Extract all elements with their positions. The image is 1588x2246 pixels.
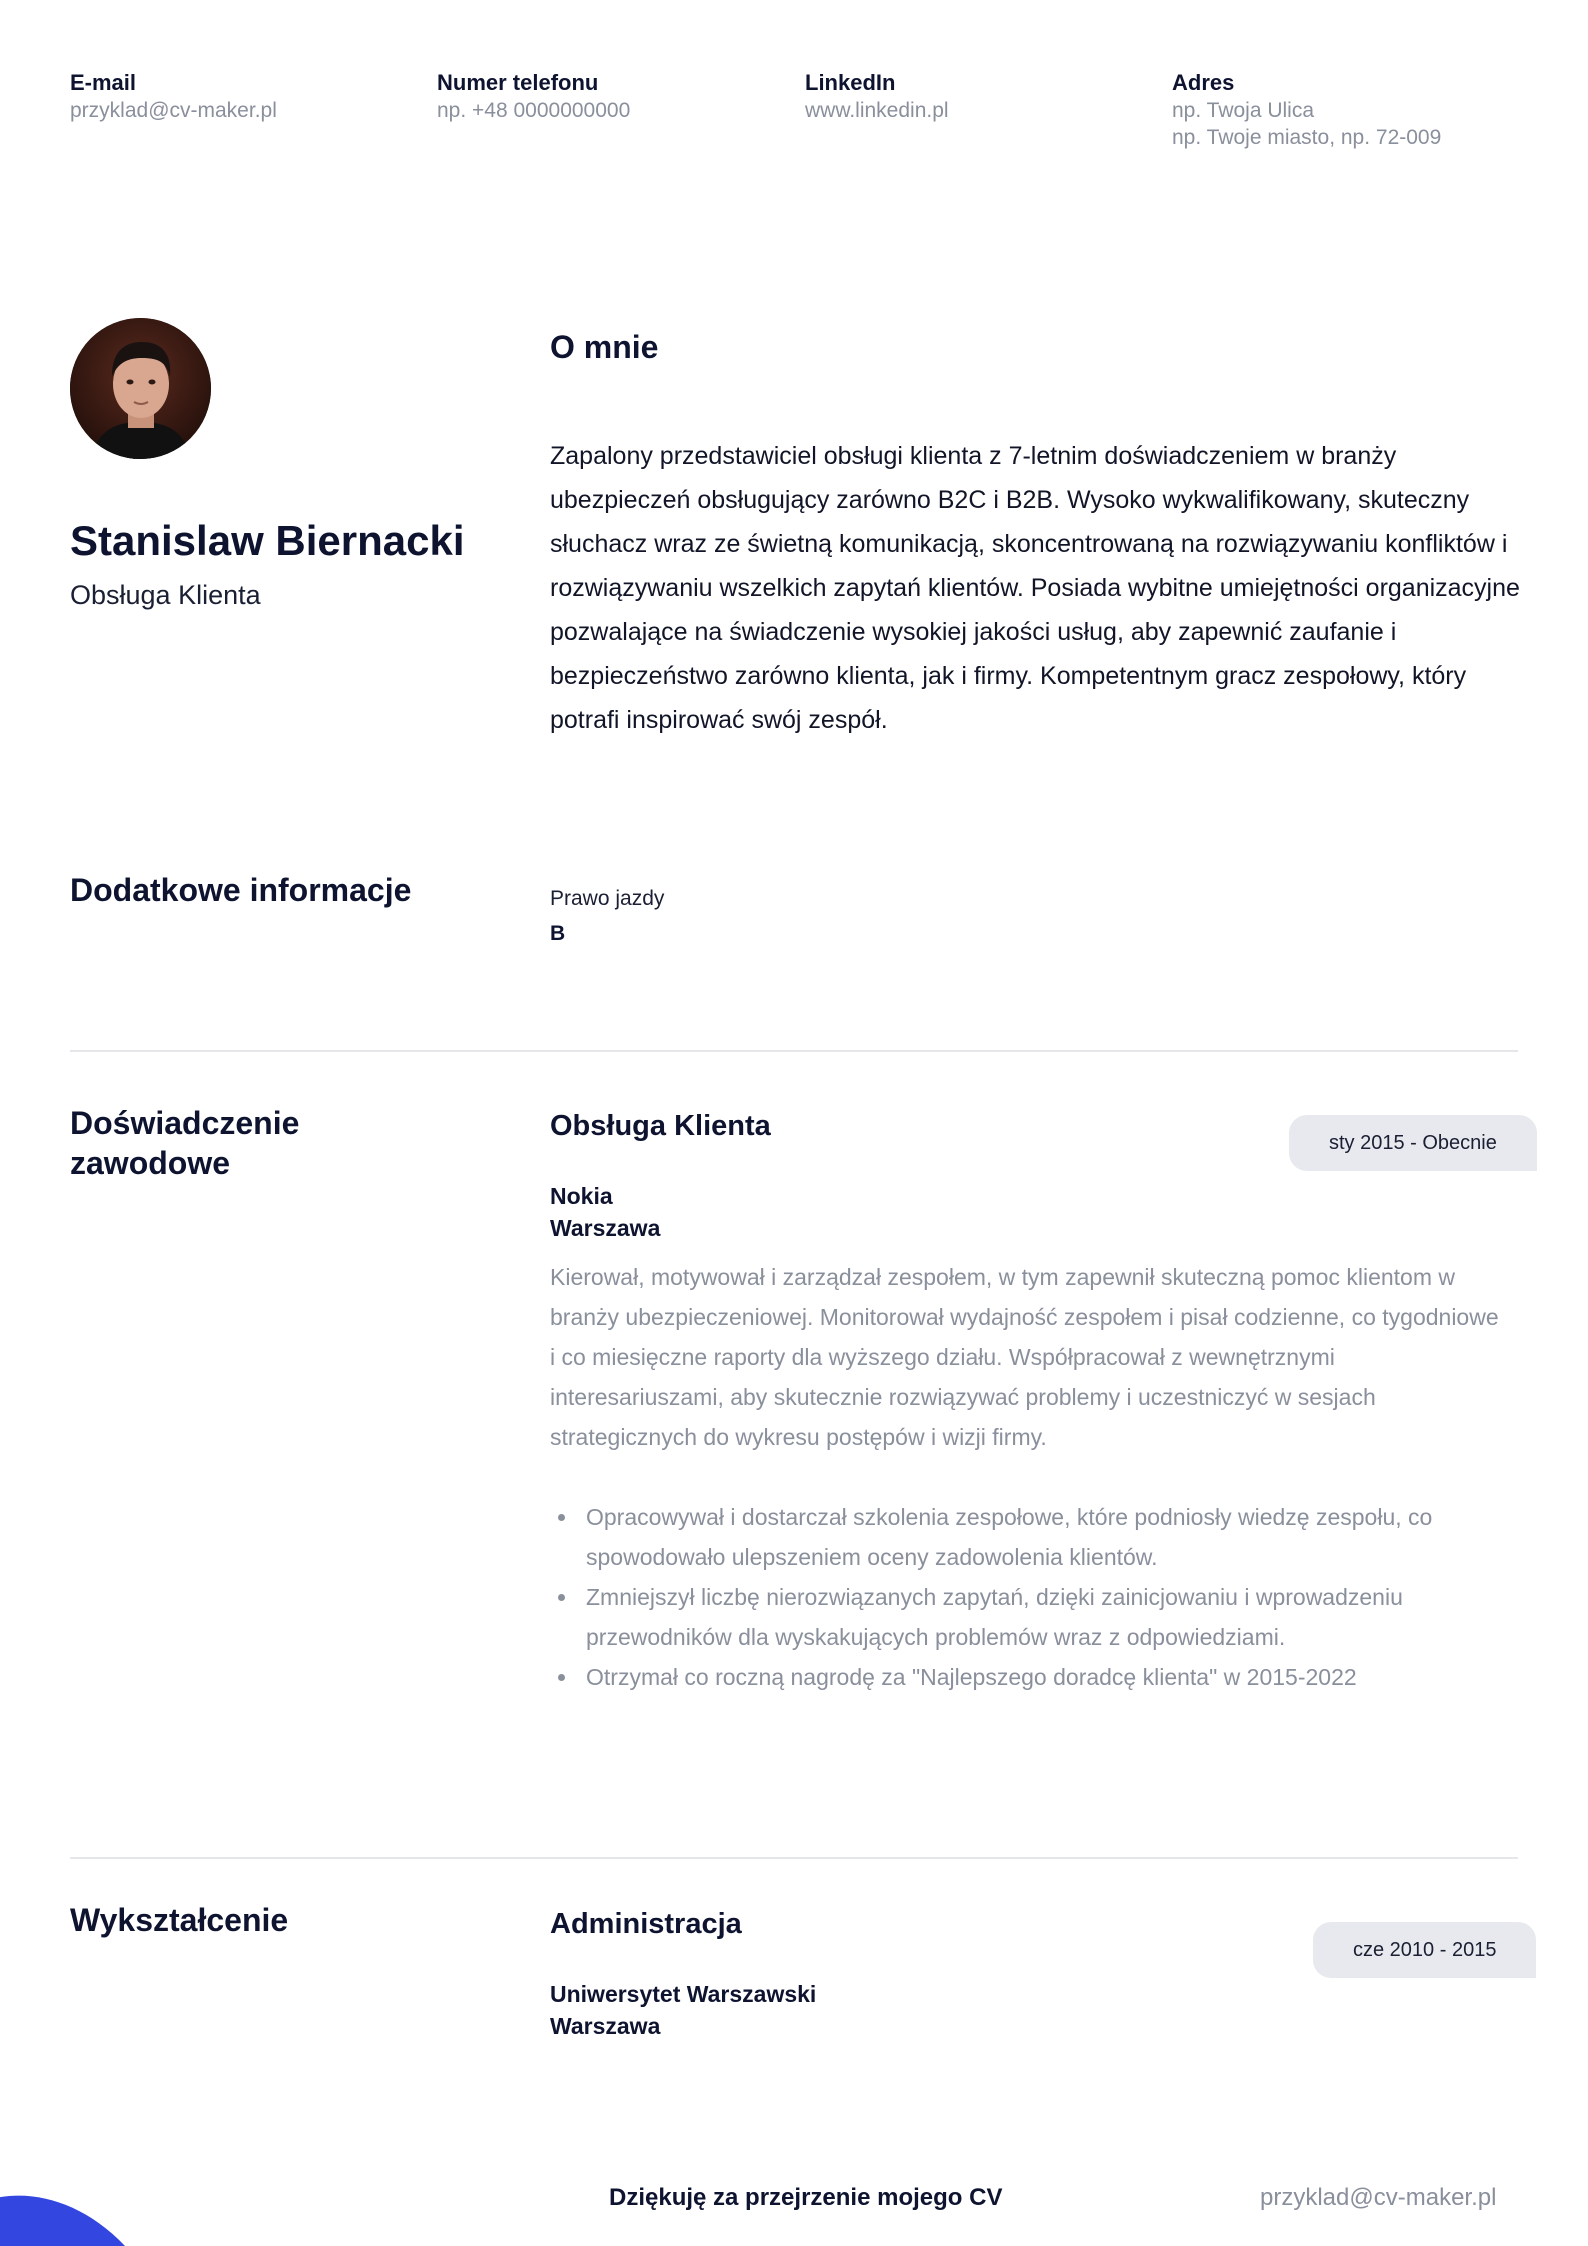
footer-thanks: Dziękuję za przejrzenie mojego CV [609, 2184, 1003, 2211]
contact-header [70, 69, 1518, 159]
contact-linkedin [805, 69, 949, 124]
list-item: Zmniejszył liczbę nierozwiązanych zapytań, dzięki zainicjowaniu i wprowadzeniu przewodników dla wyskakujących problemów wraz z odpowiedziami. [550, 1577, 1500, 1657]
footer-email[interactable]: przyklad@cv-maker.pl [1260, 2184, 1497, 2211]
contact-linkedin-value[interactable]: www.linkedin.pl [805, 99, 949, 122]
driving-license-value: B [550, 922, 566, 945]
contact-label: LinkedIn [805, 70, 896, 95]
section-divider [70, 1050, 1518, 1052]
contact-phone [437, 69, 630, 124]
section-divider [70, 1857, 1518, 1859]
contact-label: Numer telefonu [437, 70, 599, 95]
list-item: Otrzymał co roczną nagrodę za "Najlepszego doradcę klienta" w 2015-2022 [550, 1657, 1500, 1697]
education-heading: Wykształcenie [70, 1902, 289, 1938]
contact-address [1172, 69, 1441, 151]
contact-label: E-mail [70, 70, 137, 95]
experience-heading: Doświadczenie zawodowe [70, 1105, 300, 1181]
education-date-badge: cze 2010 - 2015 [1313, 1922, 1536, 1978]
profile-photo-icon [70, 318, 211, 459]
contact-address-line: np. Twoje miasto, np. 72-009 [1172, 126, 1442, 149]
degree-title: Administracja [550, 1908, 742, 1940]
achievement-list [550, 1497, 1500, 1697]
contact-label: Adres [1172, 70, 1235, 95]
candidate-name: Stanislaw Biernacki [70, 517, 465, 564]
decorative-blob-icon [0, 2184, 170, 2246]
driving-license-label: Prawo jazdy [550, 887, 665, 910]
school-city: Warszawa [550, 2013, 661, 2039]
contact-address-line: np. Twoja Ulica [1172, 99, 1315, 122]
contact-email [70, 69, 277, 124]
contact-email-value[interactable]: przyklad@cv-maker.pl [70, 99, 277, 122]
job-title: Obsługa Klienta [550, 1110, 771, 1142]
avatar [70, 318, 211, 459]
about-heading: O mnie [550, 329, 659, 365]
company-city: Warszawa [550, 1215, 661, 1241]
job-description: Kierował, motywował i zarządzał zespołem, w tym zapewnił skuteczną pomoc klientom w branży ubezpieczeniowej. Monitorował wydajność zespołem i pisał codzienne, co tygodniowe i co miesięczne raporty dla wyższego działu. Współpracował z wewnętrznymi interesariuszami, aby skutecznie rozwiązywać problemy i uczestniczyć w sesjach strategicznych do wykresu postępów i wizji firmy. [550, 1264, 1499, 1450]
candidate-role: Obsługa Klienta [70, 580, 261, 610]
company-name: Nokia [550, 1183, 613, 1209]
school-name: Uniwersytet Warszawski [550, 1981, 817, 2007]
extra-info-heading: Dodatkowe informacje [70, 872, 412, 908]
contact-phone-value: np. +48 0000000000 [437, 99, 631, 122]
about-text: Zapalony przedstawiciel obsługi klienta z 7-letnim doświadczeniem w branży ubezpieczeń obsługujący zarówno B2C i B2B. Wysoko wykwalifikowany, skuteczny słuchacz wraz ze świetną komunikacją, skoncentrowaną na rozwiązywaniu konfliktów i rozwiązywaniu wszelkich zapytań klientów. Posiada wybitne umiejętności organizacyjne pozwalające na świadczenie wysokiej jakości usług, aby zapewnić zaufanie i bezpieczeństwo zarówno klienta, jak i firmy. Kompetentnym gracz zespołowy, który potrafi inspirować swój zespół. [550, 442, 1520, 734]
list-item: Opracowywał i dostarczał szkolenia zespołowe, które podniosły wiedzę zespołu, co spowodowało ulepszeniem oceny zadowolenia klientów. [550, 1497, 1500, 1577]
experience-date-badge: sty 2015 - Obecnie [1289, 1115, 1537, 1171]
